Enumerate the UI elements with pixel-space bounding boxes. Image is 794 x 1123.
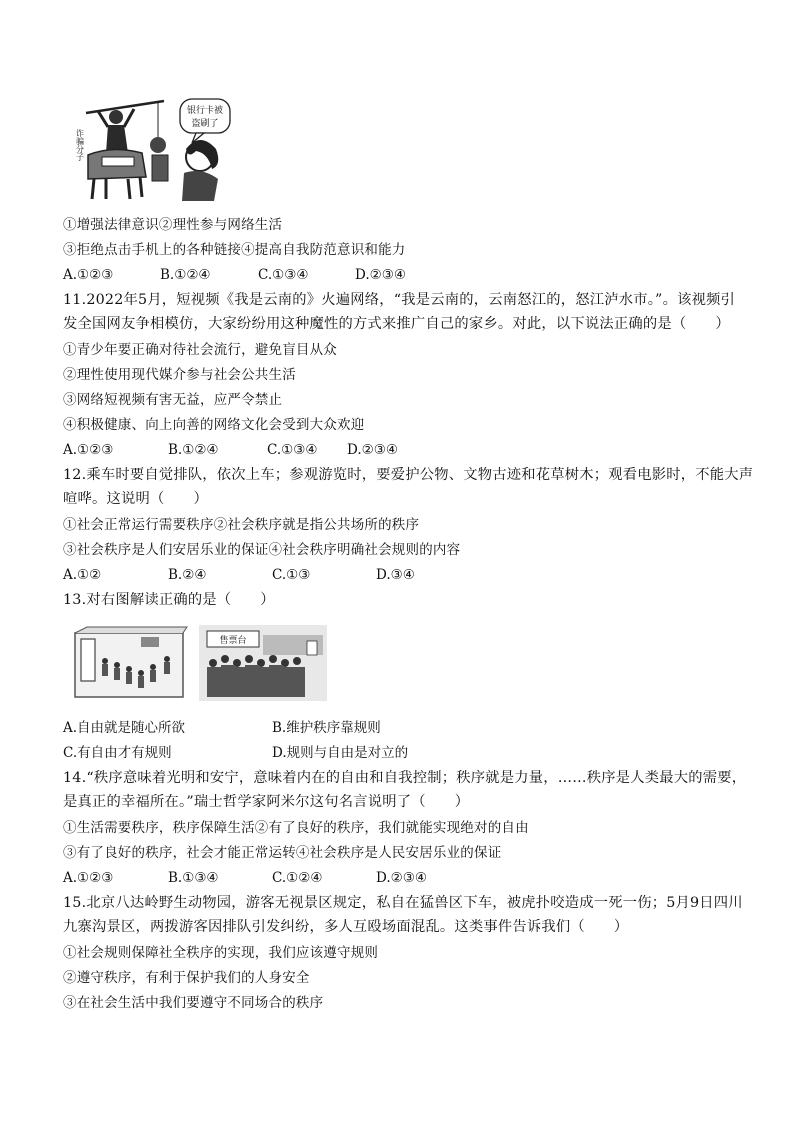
q13-stem: 13.对右图解读正确的是（ ）: [63, 592, 275, 608]
q12-option-a[interactable]: A.①②: [63, 567, 102, 583]
queue-room-image: [71, 625, 188, 701]
q11-option-d[interactable]: D.②③④: [347, 442, 398, 458]
q10-option-c[interactable]: C.①③④: [258, 267, 309, 283]
q15-statement-3: ③在社会生活中我们要遵守不同场合的秩序: [63, 995, 324, 1011]
q10-statement-1: ①增强法律意识②理性参与网络生活: [63, 217, 283, 233]
q12-stem-line-1: 12.乘车时要自觉排队，依次上车；参观游览时，要爱护公物、文物古迹和花草树木；观看电影时，不能大声: [63, 467, 754, 483]
q12-option-b[interactable]: B.②④: [168, 567, 207, 583]
q10-statement-2: ③拒绝点击手机上的各种链接④提高自我防范意识和能力: [63, 242, 406, 258]
q15-statement-2: ②遵守秩序，有利于保护我们的人身安全: [63, 970, 310, 986]
q10-option-b[interactable]: B.①②④: [160, 267, 211, 283]
q10-option-d[interactable]: D.②③④: [355, 267, 406, 283]
q11-stem-line-2: 发全国网友争相模仿，大家纷纷用这种魔性的方式来推广自己的家乡。对此，以下说法正确的是（ ）: [63, 316, 730, 332]
q14-option-a[interactable]: A.①②③: [63, 870, 114, 886]
q11-statement-3: ③网络短视频有害无益，应严令禁止: [63, 392, 283, 408]
q14-statement-1: ①生活需要秩序，秩序保障生活②有了良好的秩序，我们就能实现绝对的自由: [63, 820, 529, 836]
ticket-sign-label: 售票台: [219, 636, 247, 646]
q14-option-c[interactable]: C.①②④: [272, 870, 323, 886]
q11-option-b[interactable]: B.①②④: [168, 442, 219, 458]
q11-option-c[interactable]: C.①③④: [267, 442, 318, 458]
ticket-crowd-image: [199, 625, 327, 701]
cartoon-bubble-line1: 银行卡被: [186, 106, 224, 116]
q11-stem-line-1: 11.2022年5月，短视频《我是云南的》火遍网络，“我是云南的，云南怒江的，怒江泸水市。”。该视频引: [63, 292, 736, 308]
cartoon-thief-label: 诈骗分子: [75, 129, 85, 161]
fraud-cartoon-image: [72, 95, 234, 203]
q12-option-d[interactable]: D.③④: [376, 567, 415, 583]
q14-stem-line-1: 14.“秩序意味着光明和安宁，意味着内在的自由和自我控制；秩序就是力量，……秩序是人类最大的需要，: [63, 770, 747, 786]
q15-stem-line-1: 15.北京八达岭野生动物园，游客无视景区规定，私自在猛兽区下车，被虎扑咬造成一死一伤；5月9日四川: [63, 895, 743, 911]
q14-stem-line-2: 是真正的幸福所在。”瑞士哲学家阿米尔这句名言说明了（ ）: [63, 794, 470, 810]
q10-option-a[interactable]: A.①②③: [63, 267, 114, 283]
q11-statement-4: ④积极健康、向上向善的网络文化会受到大众欢迎: [63, 417, 365, 433]
q11-statement-2: ②理性使用现代媒介参与社会公共生活: [63, 367, 296, 383]
q13-option-b[interactable]: B.维护秩序靠规则: [272, 720, 381, 736]
q14-statement-2: ③有了良好的秩序，社会才能正常运转④社会秩序是人民安居乐业的保证: [63, 845, 502, 861]
q12-option-c[interactable]: C.①③: [272, 567, 311, 583]
q15-statement-1: ①社会规则保障社全秩序的实现，我们应该遵守规则: [63, 945, 379, 961]
q11-option-a[interactable]: A.①②③: [63, 442, 114, 458]
q11-statement-1: ①青少年要正确对待社会流行，避免盲目从众: [63, 342, 337, 358]
q12-stem-line-2: 喧哗。这说明（ ）: [63, 491, 208, 507]
q12-statement-1: ①社会正常运行需要秩序②社会秩序就是指公共场所的秩序: [63, 517, 420, 533]
q13-option-d[interactable]: D.规则与自由是对立的: [272, 745, 409, 761]
q14-option-b[interactable]: B.①③④: [168, 870, 219, 886]
q12-statement-2: ③社会秩序是人们安居乐业的保证④社会秩序明确社会规则的内容: [63, 542, 461, 558]
q13-option-a[interactable]: A.自由就是随心所欲: [63, 720, 186, 736]
q15-stem-line-2: 九寨沟景区，两拨游客因排队引发纠纷，多人互殴场面混乱。这类事件告诉我们（ ）: [63, 919, 629, 935]
q13-option-c[interactable]: C.有自由才有规则: [63, 745, 172, 761]
cartoon-bubble-line2: 盗刷了: [191, 119, 219, 129]
q14-option-d[interactable]: D.②③④: [376, 870, 427, 886]
